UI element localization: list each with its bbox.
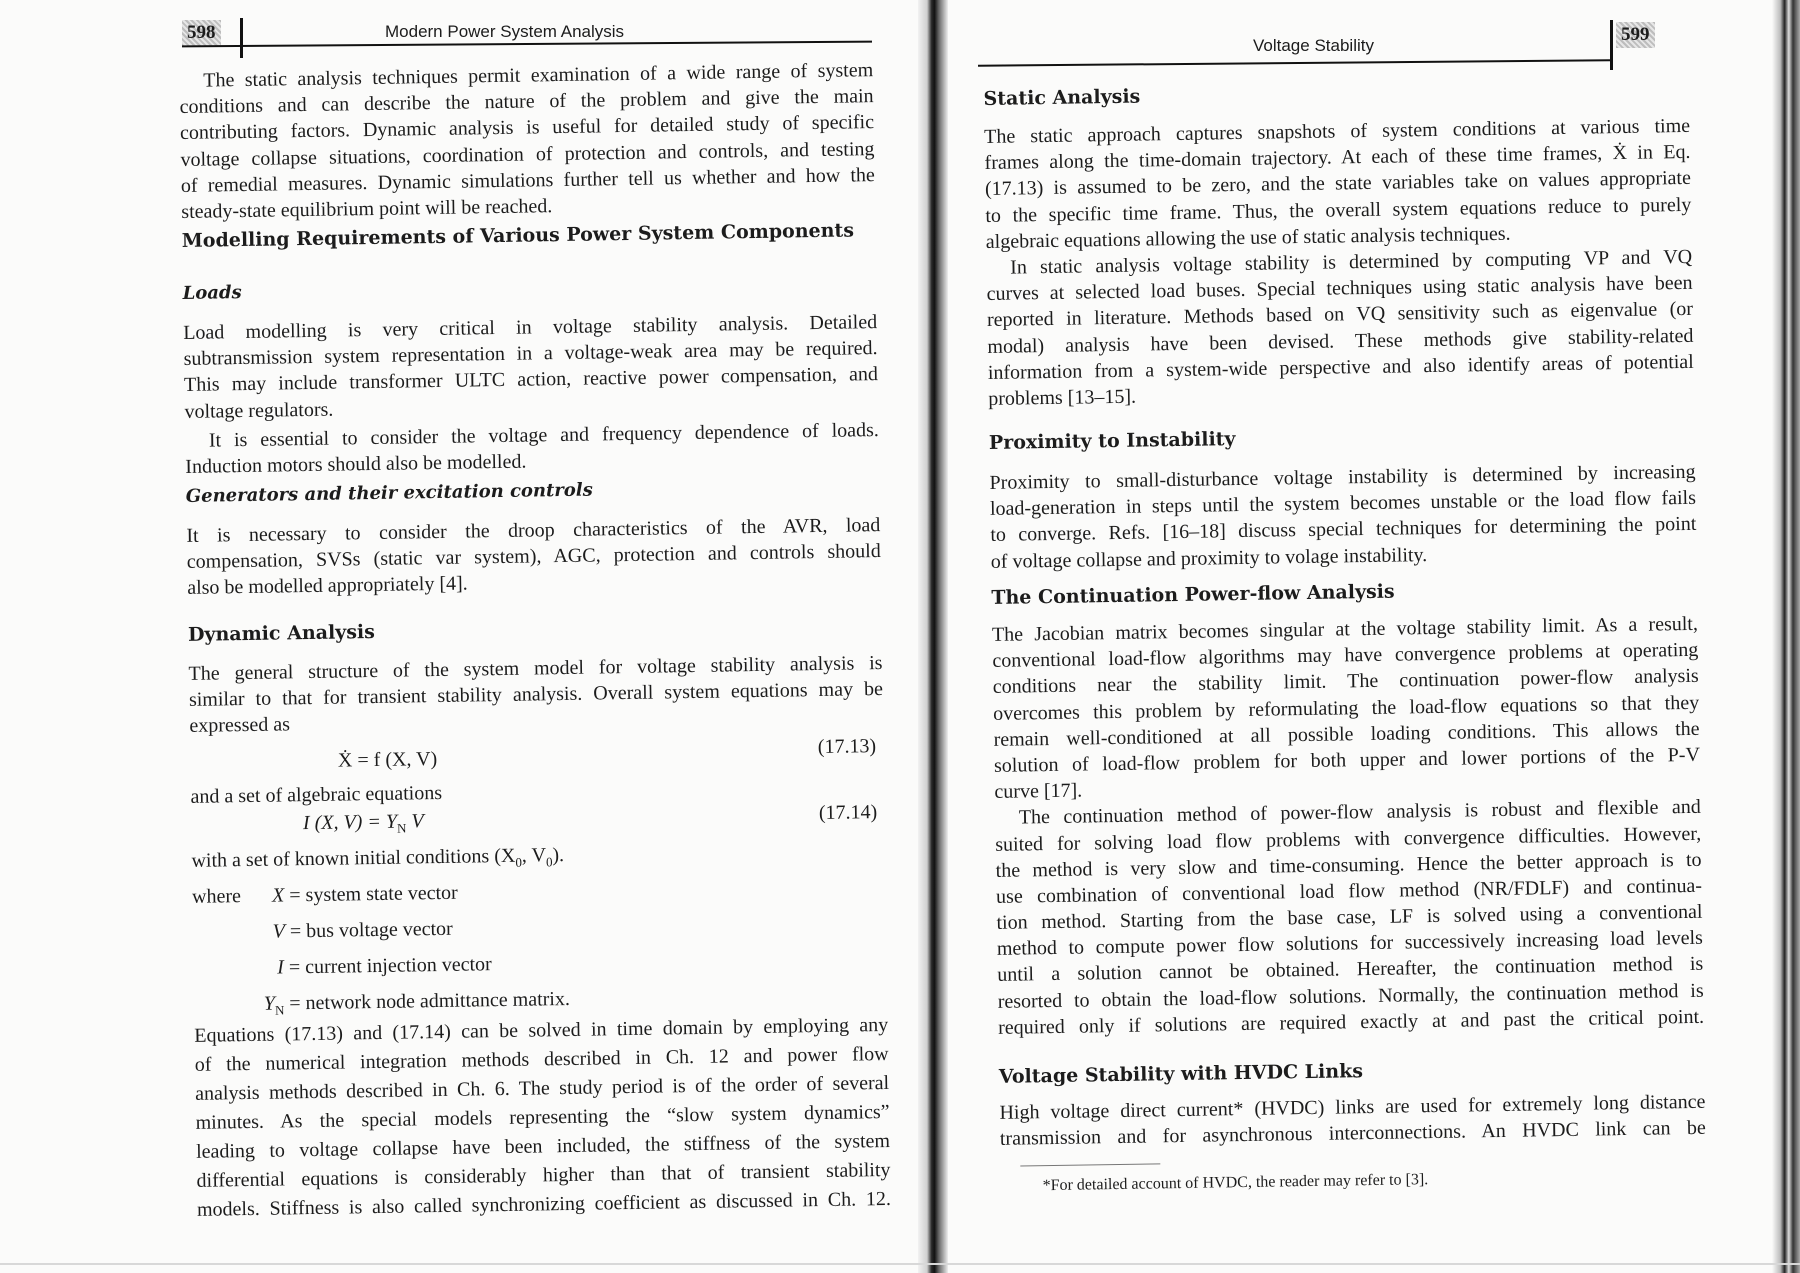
text-line: of voltage collapse and proximity to volage instability. bbox=[990, 543, 1428, 573]
paragraph bbox=[183, 309, 879, 425]
ic-text: with a set of known initial conditions (X bbox=[191, 844, 516, 872]
header-bar-right bbox=[1610, 20, 1613, 70]
definition-text: = system state vector bbox=[284, 881, 458, 907]
text-line: also be modelled appropriately [4]. bbox=[187, 572, 468, 600]
equation-17-13: Ẋ = f (X, V) bbox=[337, 748, 438, 772]
footnote-rule bbox=[1020, 1163, 1160, 1166]
text-line: The general structure of the system model for voltage stability analysis is bbox=[188, 652, 883, 685]
ic-sub2: 0 bbox=[545, 854, 553, 870]
header-rule-right bbox=[978, 59, 1610, 67]
header-bar-left bbox=[240, 18, 243, 58]
definition-text: = bus voltage vector bbox=[284, 917, 453, 943]
text-line: overcomes this problem by reformulating the load-flow equations so that they bbox=[993, 691, 1700, 725]
section-heading: Proximity to Instability bbox=[988, 428, 1236, 454]
text-line: conventional load-flow algorithms may have convergence problems at operating bbox=[992, 639, 1699, 673]
symbol: Y bbox=[263, 992, 276, 1015]
text-line: differential equations is considerably higher than that of transient stability bbox=[196, 1158, 891, 1192]
text-line: to converge. Refs. [16–18] discuss special techniques for determining the point bbox=[990, 513, 1697, 547]
paragraph bbox=[984, 113, 1694, 412]
text-line: resorted to obtain the load-flow solutions. Normally, the continuation method is bbox=[997, 979, 1704, 1013]
text-line: Equations (17.13) and (17.14) can be solved in time domain by employing any bbox=[194, 1013, 889, 1047]
text-line: High voltage direct current* (HVDC) links are used for extremely long distance bbox=[999, 1090, 1706, 1124]
where-label: where bbox=[191, 885, 242, 908]
text-line: Induction motors should also be modelled. bbox=[185, 450, 527, 479]
paragraph bbox=[999, 1089, 1706, 1152]
text-line: leading to voltage collapse have been included, the stiffness of the system bbox=[195, 1129, 891, 1163]
definition-text: = network node admittance matrix. bbox=[284, 987, 571, 1015]
text-line: to the specific time frame. Thus, the overall system equations reduce to purely bbox=[985, 193, 1692, 227]
equation-number-17-14: (17.14) bbox=[818, 801, 878, 825]
symbol: I bbox=[277, 956, 285, 979]
symbol: X bbox=[271, 884, 285, 907]
text-line: required only if solutions are required exactly at and past the critical point. bbox=[997, 1005, 1705, 1039]
paragraph bbox=[185, 417, 880, 480]
text-line: of the numerical integration methods described in Ch. 12 and power flow bbox=[194, 1042, 889, 1076]
text-line: method to compute power flow solutions for successively increasing load levels bbox=[996, 927, 1703, 961]
text-line: minutes. As the special models representing the “slow system dynamics” bbox=[195, 1100, 890, 1134]
paragraph bbox=[992, 611, 1704, 1041]
text-line: reported in literature. Methods based on VQ sensitivity such as eigenvalue (or bbox=[986, 298, 1694, 332]
eq-rhs: V bbox=[406, 810, 424, 833]
text-line: This may include transformer ULTC action, reactive power compensation, and bbox=[183, 363, 879, 397]
text-line: conditions and can describe the nature of the problem and give the main bbox=[179, 85, 874, 119]
text-line: voltage collapse situations, coordination of protection and controls, and testing bbox=[180, 137, 875, 171]
text-line: remain well-conditioned at all possible loading conditions. This allows the bbox=[993, 717, 1700, 751]
book-spine bbox=[918, 0, 948, 1273]
text-line: until a solution cannot be obtained. Hereafter, the continuation method is bbox=[997, 953, 1704, 987]
running-head-left: Modern Power System Analysis bbox=[385, 22, 625, 41]
text-line: conditions near the stability limit. The continuation power-flow analysis bbox=[992, 665, 1699, 699]
text-line: In static analysis voltage stability is determined by computing VP and VQ bbox=[1010, 245, 1693, 279]
section-heading: Dynamic Analysis bbox=[187, 620, 376, 646]
text-line: problems [13–15]. bbox=[988, 385, 1137, 410]
definition-item bbox=[264, 988, 571, 1019]
definition-text: = current injection vector bbox=[283, 953, 492, 979]
paragraph bbox=[188, 650, 883, 739]
definition-item bbox=[272, 882, 458, 911]
text-line: contributing factors. Dynamic analysis is useful for detailed study of specific bbox=[179, 111, 875, 145]
section-heading: Voltage Stability with HVDC Links bbox=[998, 1060, 1364, 1088]
text-line: (17.13) is assumed to be zero, and the state variables take on values appropriate bbox=[984, 167, 1692, 201]
text-line: expressed as bbox=[189, 713, 291, 738]
text-line: similar to that for transient stability analysis. Overall system equations may be bbox=[188, 678, 884, 712]
text-line: subtransmission system representation in a voltage-weak area may be required. bbox=[183, 337, 878, 371]
definition-item bbox=[277, 953, 492, 982]
subsection-heading: Loads bbox=[182, 282, 242, 304]
page-number-left: 598 bbox=[182, 20, 221, 46]
text-line: suited for solving load flow problems with convergence difficulties. However, bbox=[995, 822, 1702, 856]
text-line: It is essential to consider the voltage and frequency dependence of loads. bbox=[208, 419, 880, 452]
paragraph bbox=[186, 512, 881, 601]
section-heading: Modelling Requirements of Various Power System Components bbox=[181, 219, 855, 252]
paragraph bbox=[989, 459, 1697, 575]
section-heading: The Continuation Power-flow Analysis bbox=[991, 580, 1395, 609]
equation-number-17-13: (17.13) bbox=[817, 735, 877, 759]
text-line: transmission and for asynchronous interconnections. An HVDC link can be bbox=[999, 1116, 1706, 1151]
text-line: use combination of conventional load flow method (NR/FDLF) and continua- bbox=[995, 874, 1703, 908]
text-line: steady-state equilibrium point will be reached. bbox=[181, 195, 553, 223]
text-line: analysis methods described in Ch. 6. The study period is of the order of several bbox=[195, 1071, 890, 1105]
text-line: models. Stiffness is also called synchronizing coefficient as discussed in Ch. 12. bbox=[196, 1187, 892, 1221]
running-head-right: Voltage Stability bbox=[1253, 36, 1374, 55]
equation-intro-text: and a set of algebraic equations bbox=[190, 781, 443, 808]
text-line: The continuation method of power-flow analysis is robust and flexible and bbox=[1018, 796, 1701, 829]
text-line: information from a system-wide perspective and also identify areas of potential bbox=[987, 350, 1694, 384]
text-line: solution of load-flow problem for both upper and lower portions of the P-V bbox=[993, 743, 1701, 777]
eq-lhs: I (X, V) = Y bbox=[302, 810, 398, 835]
ic-after: ). bbox=[552, 844, 565, 867]
page-number-right: 599 bbox=[1616, 22, 1655, 48]
ic-mid: , V bbox=[521, 844, 547, 867]
text-line: compensation, SVSs (static var system), AGC, protection and controls should bbox=[186, 540, 881, 574]
paragraph bbox=[194, 1011, 891, 1225]
text-line: It is necessary to consider the droop characteristics of the AVR, load bbox=[186, 514, 881, 547]
paragraph bbox=[179, 57, 875, 225]
symbol-subscript: N bbox=[274, 1002, 285, 1018]
text-line: Proximity to small-disturbance voltage instability is determined by increasing bbox=[989, 460, 1696, 494]
text-line: curve [17]. bbox=[994, 779, 1083, 804]
page-edge bbox=[1772, 0, 1800, 1273]
text-line: load-generation in steps until the system becomes unstable or the load flow fails bbox=[989, 487, 1697, 521]
equation-17-14 bbox=[303, 810, 424, 838]
bottom-edge bbox=[0, 1263, 1800, 1265]
eq-sub: N bbox=[396, 820, 407, 836]
footnote: *For detailed account of HVDC, the reader may refer to [3]. bbox=[1042, 1171, 1429, 1195]
initial-conditions-text bbox=[191, 844, 564, 876]
section-heading: Static Analysis bbox=[983, 85, 1141, 110]
text-line: the method is very slow and time-consuming. Hence the better approach is to bbox=[995, 848, 1702, 882]
text-line: algebraic equations allowing the use of static analysis techniques. bbox=[985, 222, 1511, 253]
text-line: frames along the time-domain trajectory. At each of these time frames, Ẋ in Eq. bbox=[984, 141, 1691, 175]
ic-sub1: 0 bbox=[515, 854, 523, 870]
text-line: voltage regulators. bbox=[184, 398, 334, 423]
text-line: of remedial measures. Dynamic simulations further tell us whether and how the bbox=[180, 163, 876, 197]
subsection-heading: Generators and their excitation controls bbox=[185, 479, 593, 507]
text-line: The Jacobian matrix becomes singular at the voltage stability limit. As a result, bbox=[991, 612, 1699, 646]
text-line: The static approach captures snapshots of system conditions at various time bbox=[983, 114, 1691, 148]
text-line: Load modelling is very critical in voltage stability analysis. Detailed bbox=[183, 311, 878, 344]
definition-item bbox=[272, 918, 453, 947]
text-line: curves at selected load buses. Special techniques using static analysis have been bbox=[986, 272, 1693, 306]
text-line: modal) analysis have been devised. These methods give stability-related bbox=[987, 324, 1694, 358]
text-line: The static analysis techniques permit examination of a wide range of system bbox=[203, 59, 874, 92]
symbol: V bbox=[272, 920, 286, 943]
text-line: tion method. Starting from the base case, LF is solved using a conventional bbox=[996, 900, 1703, 934]
